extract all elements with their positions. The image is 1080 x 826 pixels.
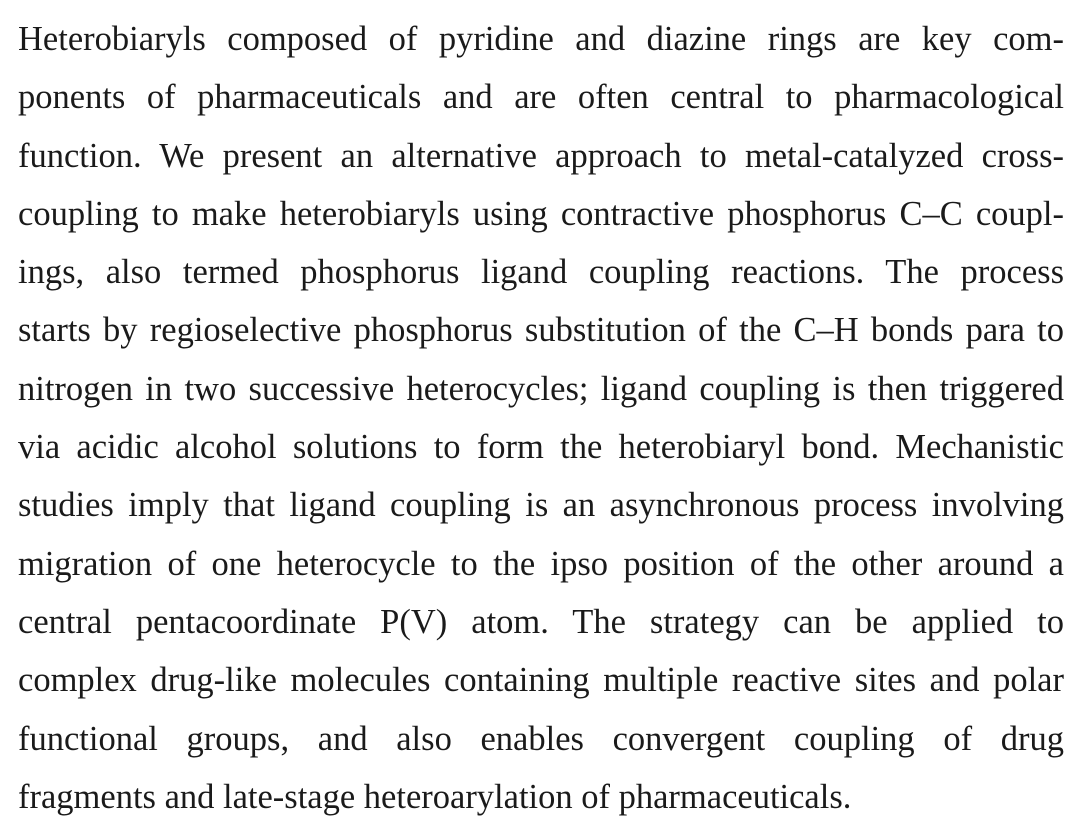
abstract-line-5: ings, also termed phosphorus ligand coupling reactions. The process <box>18 253 1064 292</box>
abstract-line-13: functional groups, and also enables convergent coupling of drug <box>18 719 1064 758</box>
abstract-line-14: fragments and late-stage heteroarylation of pharmaceuticals. <box>18 777 852 816</box>
abstract-paragraph <box>18 10 1064 826</box>
abstract-line-9: studies imply that ligand coupling is an asynchronous process involving <box>18 486 1064 525</box>
abstract-line-11: central pentacoordinate P(V) atom. The strategy can be applied to <box>18 602 1064 641</box>
abstract-line-3: function. We present an alternative approach to metal-catalyzed cross- <box>18 136 1064 175</box>
abstract-line-12: complex drug-like molecules containing multiple reactive sites and polar <box>18 661 1064 700</box>
abstract-line-7: nitrogen in two successive heterocycles; ligand coupling is then triggered <box>18 369 1064 408</box>
abstract-line-6: starts by regioselective phosphorus substitution of the C–H bonds para to <box>18 311 1064 350</box>
abstract-line-4: coupling to make heterobiaryls using contractive phosphorus C–C coupl- <box>18 194 1064 233</box>
abstract-line-2: ponents of pharmaceuticals and are often central to pharmacological <box>18 78 1064 117</box>
abstract-line-8: via acidic alcohol solutions to form the heterobiaryl bond. Mechanistic <box>18 428 1064 467</box>
abstract-line-1: Heterobiaryls composed of pyridine and diazine rings are key com- <box>18 20 1064 58</box>
abstract-line-10: migration of one heterocycle to the ipso position of the other around a <box>18 544 1064 583</box>
